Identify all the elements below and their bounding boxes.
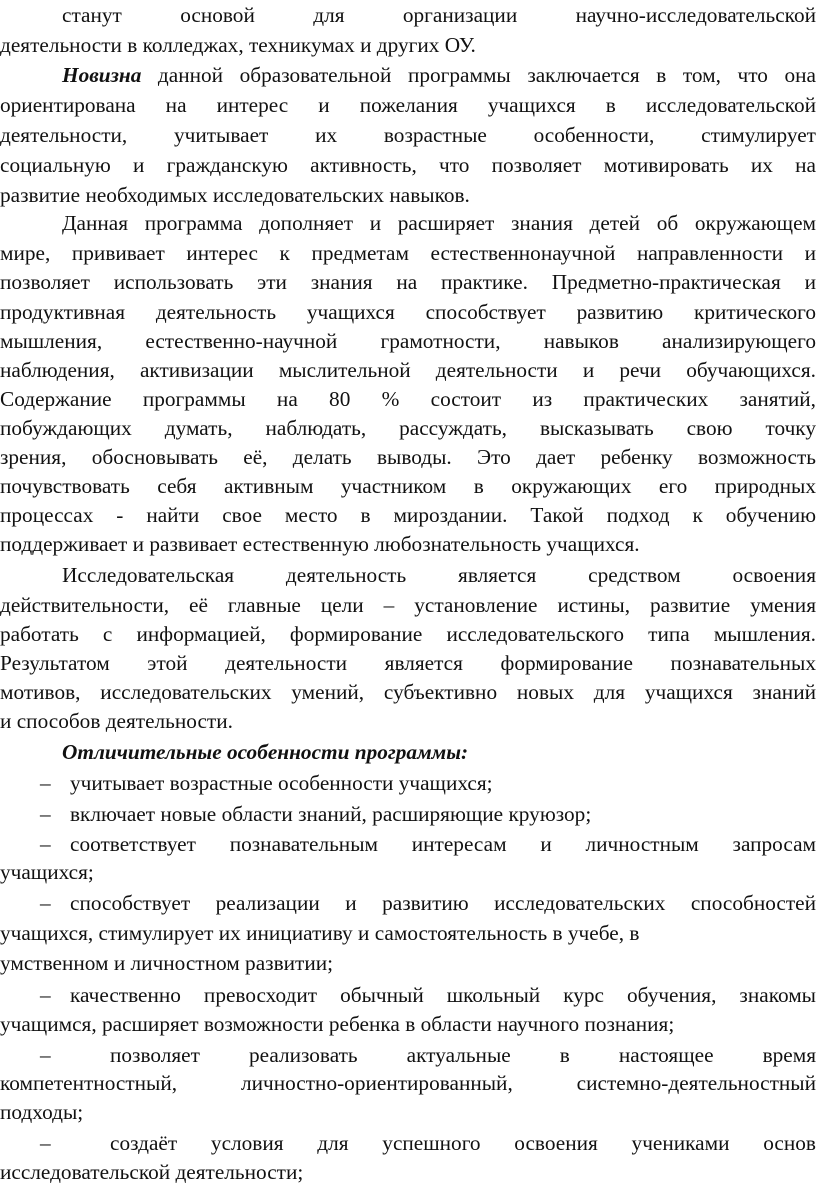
paragraph-line: Содержание программы на 80 % состоит из практических занятий,	[0, 387, 816, 411]
list-item	[40, 980, 816, 1010]
paragraph-line: Исследовательская деятельность является средством освоения	[62, 563, 816, 587]
dash-bullet: –	[40, 832, 51, 856]
paragraph-line: деятельности, учитывает их возрастные особенности, стимулирует	[0, 123, 816, 147]
paragraph-line: социальную и гражданскую активность, что позволяет мотивировать их на	[0, 153, 816, 177]
paragraph-text: данной образовательной программы заключается в том, что она	[141, 63, 816, 87]
paragraph-line: наблюдения, активизации мыслительной деятельности и речи обучающихся.	[0, 358, 816, 382]
novelty-paragraph-first-line	[62, 60, 816, 90]
paragraph-line: деятельности в колледжах, техникумах и других ОУ.	[0, 33, 476, 57]
list-item-text: включает новые области знаний, расширяющие круюзор;	[70, 802, 592, 826]
paragraph-line: продуктивная деятельность учащихся способствует развитию критического	[0, 300, 816, 324]
paragraph-line: мотивов, исследовательских умений, субъективно новых для учащихся знаний	[0, 680, 816, 704]
paragraph-line: позволяет использовать эти знания на практике. Предметно-практическая и	[0, 270, 816, 294]
list-item-text: способствует реализации и развитию исследовательских способностей	[70, 891, 816, 915]
list-item-line: учащихся, стимулирует их инициативу и самостоятельность в учебе, в	[0, 921, 640, 945]
list-item	[40, 1128, 816, 1158]
paragraph-line: Данная программа дополняет и расширяет знания детей об окружающем	[62, 211, 816, 235]
paragraph-line: станут основой для организации научно-исследовательской	[62, 3, 816, 27]
list-item-text: учитывает возрастные особенности учащихся;	[70, 771, 493, 795]
paragraph-line: процессах - найти свое место в мироздании. Такой подход к обучению	[0, 503, 816, 527]
list-item	[40, 768, 493, 798]
list-item	[40, 1040, 816, 1070]
paragraph-line: развитие необходимых исследовательских навыков.	[0, 183, 470, 207]
paragraph-line: ориентирована на интерес и пожелания учащихся в исследовательской	[0, 93, 816, 117]
paragraph-line: мире, прививает интерес к предметам естественнонаучной направленности и	[0, 241, 816, 265]
list-item-line: умственном и личностном развитии;	[0, 951, 334, 975]
paragraph-line: Результатом этой деятельности является формирование познавательных	[0, 651, 816, 675]
list-item-text: позволяет реализовать актуальные в настоящее время	[110, 1043, 816, 1067]
list-item-text: соответствует познавательным интересам и личностным запросам	[70, 832, 816, 856]
dash-bullet: –	[40, 891, 51, 915]
paragraph-line: почувствовать себя активным участником в окружающих его природных	[0, 474, 816, 498]
paragraph-line: работать с информацией, формирование исследовательского типа мышления.	[0, 622, 816, 646]
list-item	[40, 799, 591, 829]
paragraph-line: поддерживает и развивает естественную любознательность учащихся.	[0, 532, 640, 556]
dash-bullet: –	[40, 1131, 51, 1155]
paragraph-line: и способов деятельности.	[0, 709, 233, 733]
paragraph-line: действительности, её главные цели – установление истины, развитие умения	[0, 593, 816, 617]
list-item	[40, 888, 816, 918]
dash-bullet: –	[40, 1043, 51, 1067]
list-item-line: компетентностный, личностно-ориентированный, системно-деятельностный	[0, 1071, 816, 1095]
list-item-line: учащихся;	[0, 860, 94, 884]
dash-bullet: –	[40, 771, 51, 795]
paragraph-line: побуждающих думать, наблюдать, рассуждать, высказывать свою точку	[0, 416, 816, 440]
novelty-term: Новизна	[62, 63, 142, 87]
list-item-line: исследовательской деятельности;	[0, 1160, 304, 1184]
list-item	[40, 829, 816, 859]
features-heading: Отличительные особенности программы:	[62, 740, 469, 764]
dash-bullet: –	[40, 983, 51, 1007]
dash-bullet: –	[40, 802, 51, 826]
paragraph-line: мышления, естественно-научной грамотности, навыков анализирующего	[0, 329, 816, 353]
list-item-line: учащимся, расширяет возможности ребенка в области научного познания;	[0, 1012, 675, 1036]
list-item-text: создаёт условия для успешного освоения учениками основ	[110, 1131, 816, 1155]
paragraph-line: зрения, обосновывать её, делать выводы. Это дает ребенку возможность	[0, 445, 816, 469]
list-item-line: подходы;	[0, 1100, 84, 1124]
list-item-text: качественно превосходит обычный школьный курс обучения, знакомы	[70, 983, 816, 1007]
